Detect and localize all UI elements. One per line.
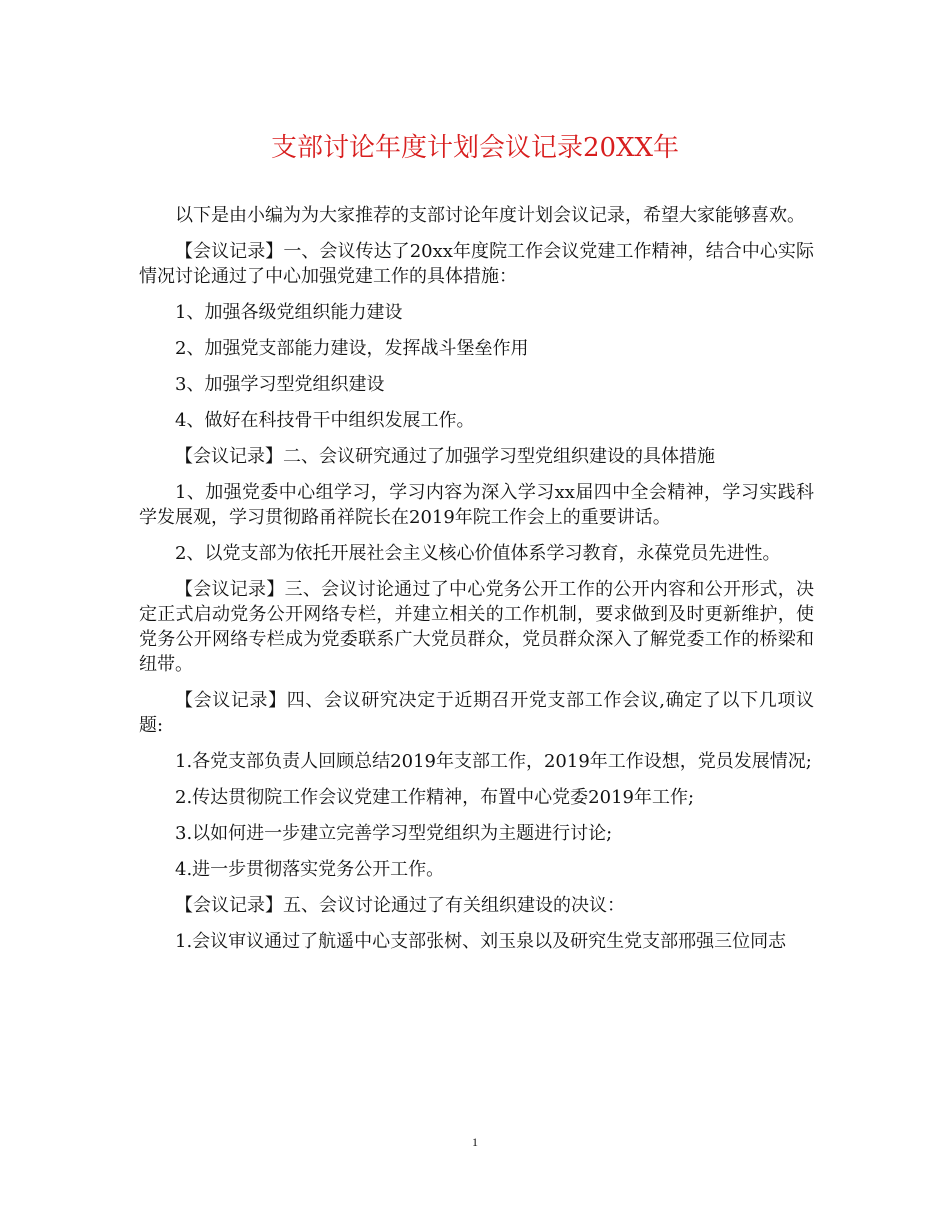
list-item: 2、加强党支部能力建设，发挥战斗堡垒作用 (175, 338, 529, 359)
paragraph-record-2: 【会议记录】二、会议研究通过了加强学习型党组织建设的具体措施 (175, 446, 715, 467)
paragraph-intro: 以下是由小编为为大家推荐的支部讨论年度计划会议记录，希望大家能够喜欢。 (175, 205, 805, 226)
page-title: 支部讨论年度计划会议记录20XX年 (270, 133, 680, 163)
paragraph-record-4: 【会议记录】四、会议研究决定于近期召开党支部工作会议,确定了以下几项议题: (139, 690, 814, 736)
list-item: 3.以如何进一步建立完善学习型党组织为主题进行讨论; (175, 823, 613, 844)
paragraph-record-5: 【会议记录】五、会议讨论通过了有关组织建设的决议： (175, 895, 625, 916)
list-item: 2、以党支部为依托开展社会主义核心价值体系学习教育，永葆党员先进性。 (175, 543, 781, 564)
document-body (139, 203, 814, 965)
list-item: 3、加强学习型党组织建设 (175, 374, 385, 395)
list-item: 1、加强各级党组织能力建设 (175, 302, 403, 323)
page-number: 1 (472, 1135, 478, 1149)
paragraph-record-3: 【会议记录】三、会议讨论通过了中心党务公开工作的公开内容和公开形式，决定正式启动党务公开网络专栏，并建立相关的工作机制，要求做到及时更新维护，使党务公开网络专栏成为党委联系广大党员群众，党员群众深入了解党委工作的桥梁和纽带。 (139, 579, 814, 675)
list-item: 4、做好在科技骨干中组织发展工作。 (175, 410, 475, 431)
paragraph-record-1: 【会议记录】一、会议传达了20xx年度院工作会议党建工作精神，结合中心实际情况讨论通过了中心加强党建工作的具体措施： (139, 241, 814, 287)
list-item: 1.各党支部负责人回顾总结2019年支部工作，2019年工作设想，党员发展情况; (175, 751, 812, 772)
list-item: 1.会议审议通过了航遥中心支部张树、刘玉泉以及研究生党支部邢强三位同志 (175, 931, 787, 952)
list-item: 4.进一步贯彻落实党务公开工作。 (175, 859, 445, 880)
list-item: 2.传达贯彻院工作会议党建工作精神，布置中心党委2019年工作; (175, 787, 695, 808)
list-item: 1、加强党委中心组学习，学习内容为深入学习xx届四中全会精神，学习实践科学发展观，学习贯彻路甬祥院长在2019年院工作会上的重要讲话。 (139, 482, 814, 528)
